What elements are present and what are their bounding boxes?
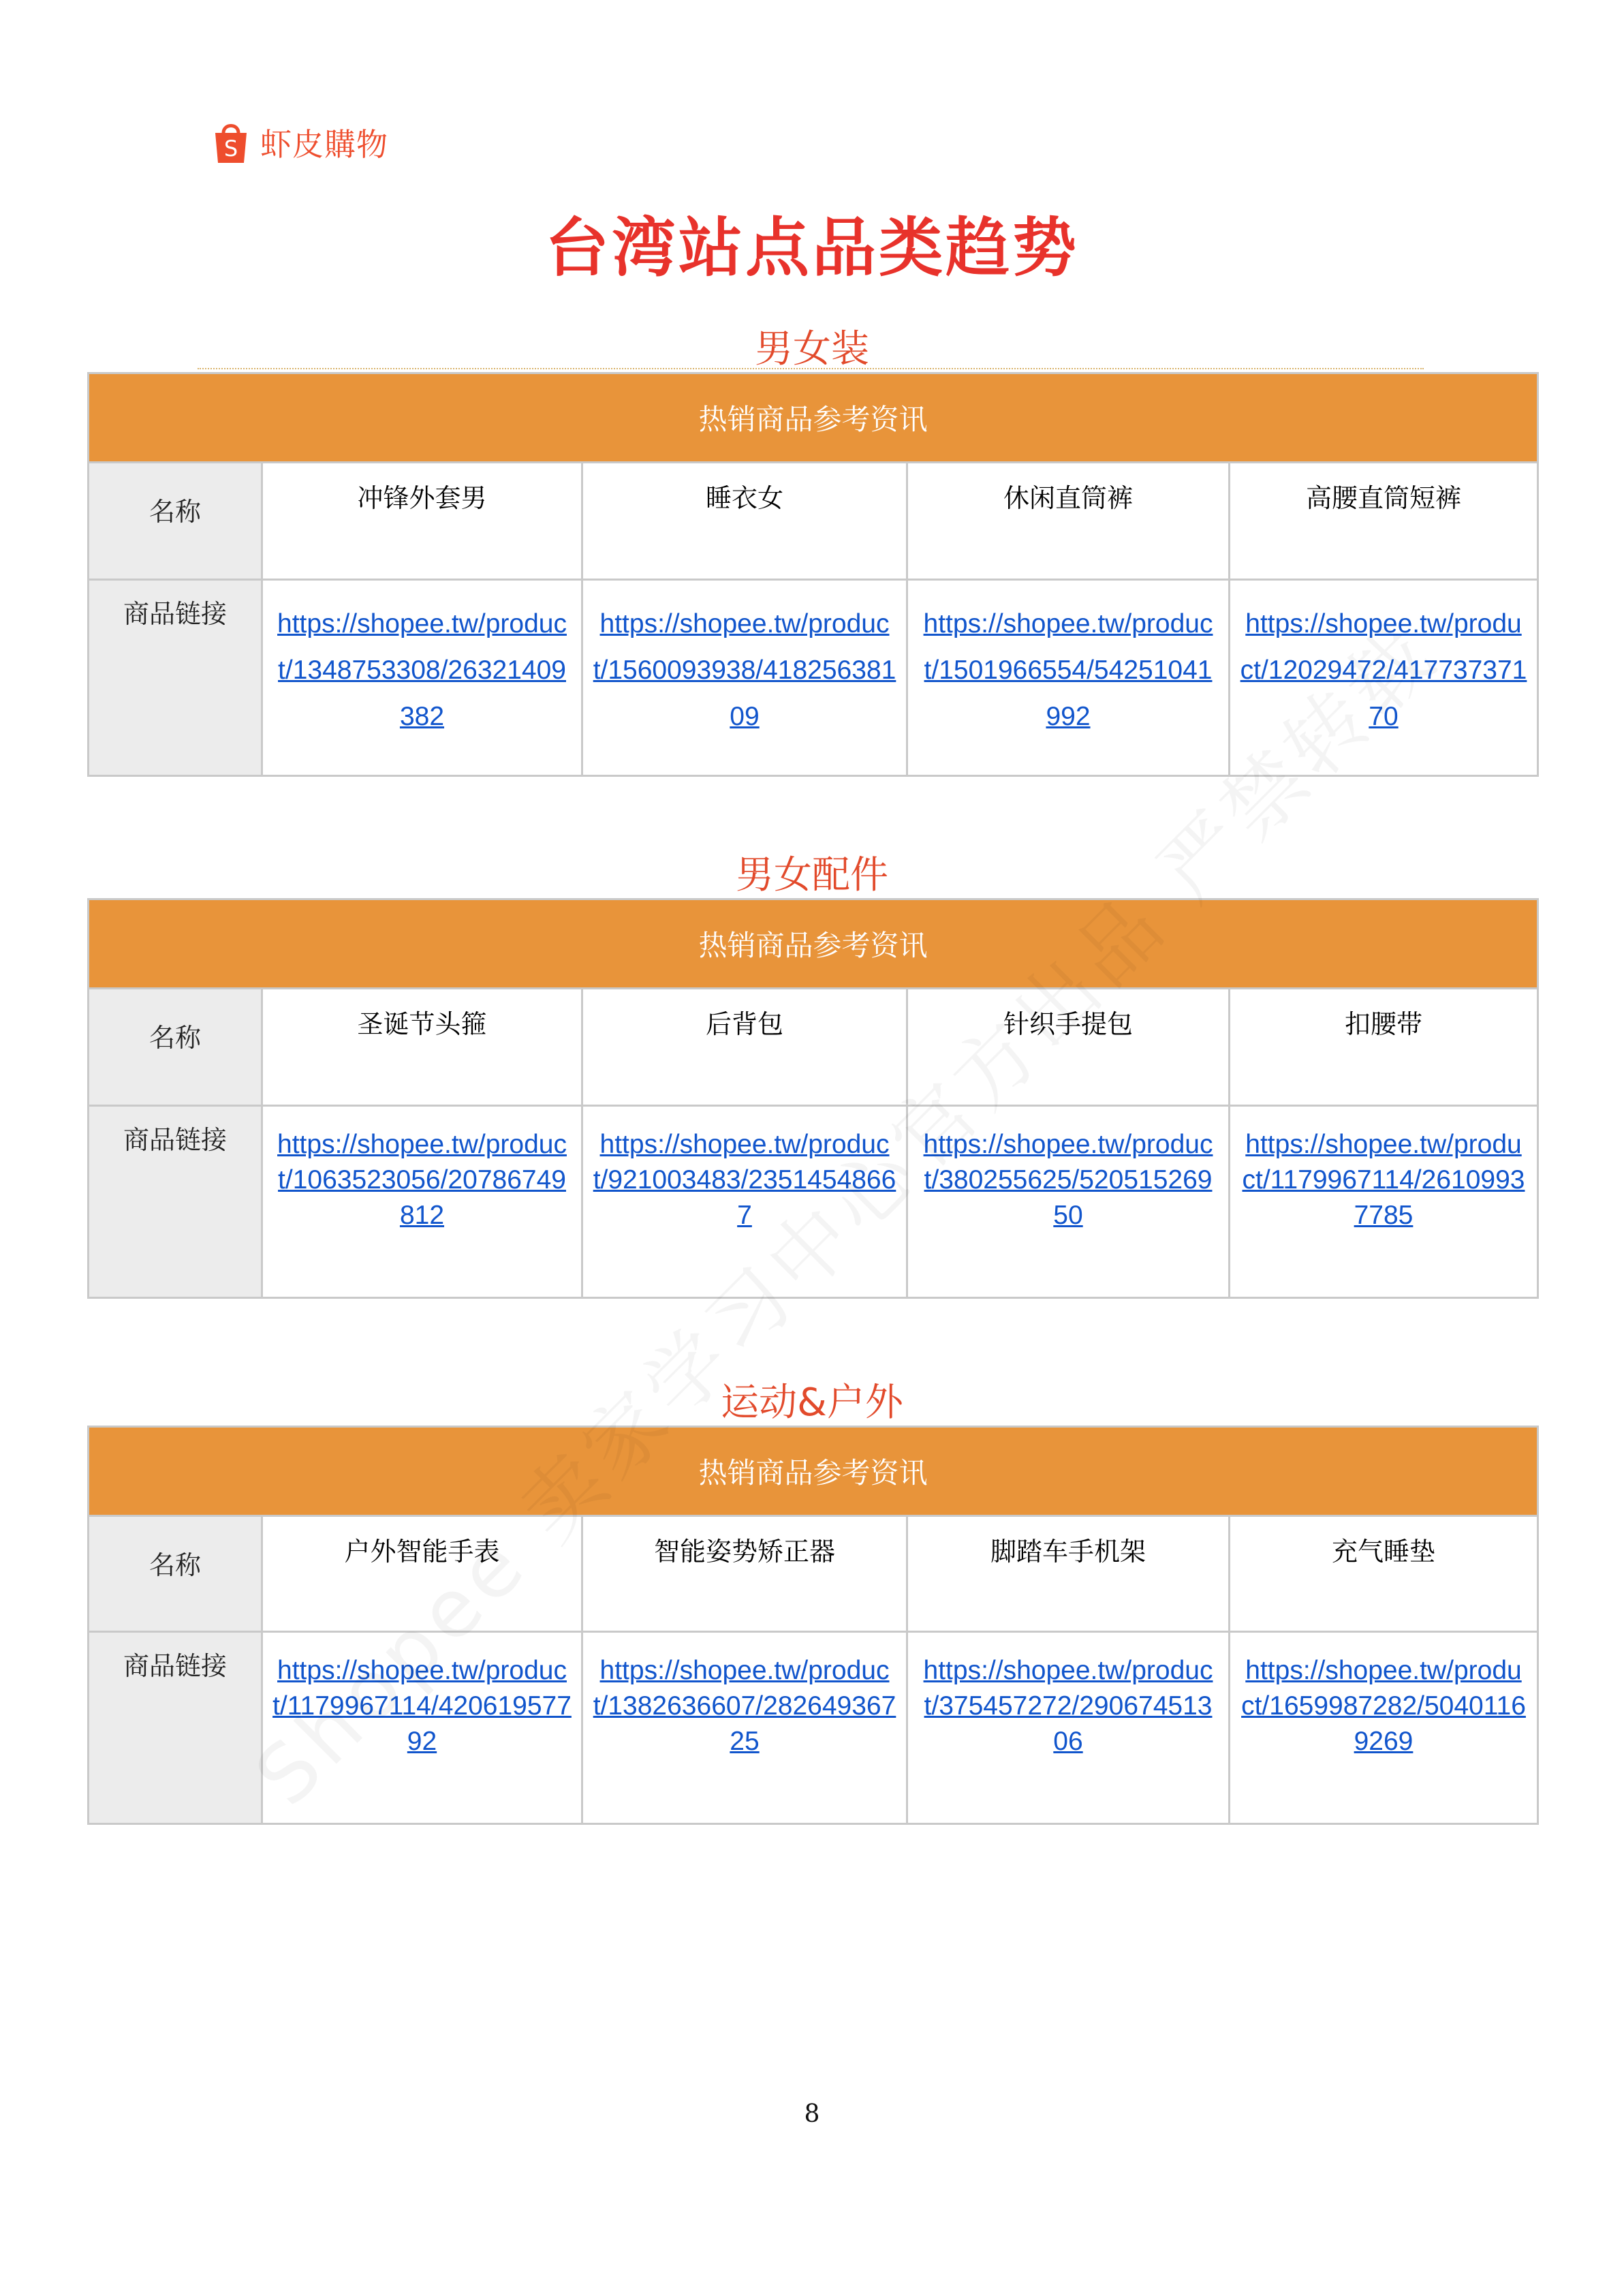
- product-link[interactable]: https://shopee.tw/product/1179967114/26109937785: [1242, 1130, 1525, 1230]
- link-cell: [582, 580, 907, 776]
- page-title: 台湾站点品类趋势: [544, 211, 1079, 286]
- product-link[interactable]: https://shopee.tw/product/12029472/41773737170: [1240, 609, 1527, 731]
- product-name: 冲锋外套男: [262, 463, 582, 580]
- product-name: 后背包: [582, 989, 907, 1106]
- product-link[interactable]: https://shopee.tw/product/1348753308/26321409382: [277, 609, 567, 731]
- divider: [198, 368, 1424, 369]
- product-link[interactable]: https://shopee.tw/product/380255625/52051526950: [923, 1130, 1213, 1230]
- product-link[interactable]: https://shopee.tw/product/1179967114/42061957792: [272, 1656, 572, 1756]
- brand-name: 虾皮購物: [260, 126, 388, 163]
- link-cell: [907, 580, 1230, 776]
- link-cell: [582, 1632, 907, 1824]
- product-name: 高腰直筒短裤: [1230, 463, 1538, 580]
- shopee-logo: [211, 120, 388, 165]
- product-name: 圣诞节头箍: [262, 989, 582, 1106]
- product-name: 脚踏车手机架: [907, 1516, 1230, 1632]
- product-name: 户外智能手表: [262, 1516, 582, 1632]
- svg-text:S: S: [223, 136, 238, 161]
- table-header: 热销商品参考资讯: [89, 373, 1538, 463]
- product-name: 智能姿势矫正器: [582, 1516, 907, 1632]
- link-label: 商品链接: [89, 1106, 262, 1298]
- name-label: 名称: [89, 989, 262, 1106]
- table-row: [89, 1516, 1538, 1632]
- product-link[interactable]: https://shopee.tw/product/1560093938/41825638109: [593, 609, 896, 731]
- link-label: 商品链接: [89, 1632, 262, 1824]
- product-link[interactable]: https://shopee.tw/product/375457272/29067451306: [923, 1656, 1213, 1756]
- product-link[interactable]: https://shopee.tw/product/1659987282/50401169269: [1241, 1656, 1526, 1756]
- name-label: 名称: [89, 463, 262, 580]
- product-link[interactable]: https://shopee.tw/product/921003483/23514548667: [593, 1130, 896, 1230]
- page-number: 8: [804, 2100, 820, 2128]
- link-cell: [1230, 1632, 1538, 1824]
- name-label: 名称: [89, 1516, 262, 1632]
- shopee-bag-icon: [211, 121, 251, 164]
- product-link[interactable]: https://shopee.tw/product/1501966554/54251041992: [923, 609, 1213, 731]
- table-header: 热销商品参考资讯: [89, 899, 1538, 989]
- product-name: 针织手提包: [907, 989, 1230, 1106]
- product-name: 休闲直筒裤: [907, 463, 1230, 580]
- link-cell: [907, 1632, 1230, 1824]
- product-link[interactable]: https://shopee.tw/product/1063523056/20786749812: [277, 1130, 567, 1230]
- table-row: [89, 989, 1538, 1106]
- link-cell: [262, 1106, 582, 1298]
- product-name: 扣腰带: [1230, 989, 1538, 1106]
- section-title-sports-outdoor: 运动&户外: [721, 1381, 903, 1425]
- link-cell: [262, 580, 582, 776]
- product-link[interactable]: https://shopee.tw/product/1382636607/28264936725: [593, 1656, 896, 1756]
- table-row: [89, 463, 1538, 580]
- section-title-apparel: 男女装: [755, 327, 869, 371]
- product-name: 充气睡垫: [1230, 1516, 1538, 1632]
- table-header: 热销商品参考资讯: [89, 1427, 1538, 1516]
- section-title-accessories: 男女配件: [736, 853, 888, 897]
- product-name: 睡衣女: [582, 463, 907, 580]
- link-label: 商品链接: [89, 580, 262, 776]
- link-cell: [1230, 1106, 1538, 1298]
